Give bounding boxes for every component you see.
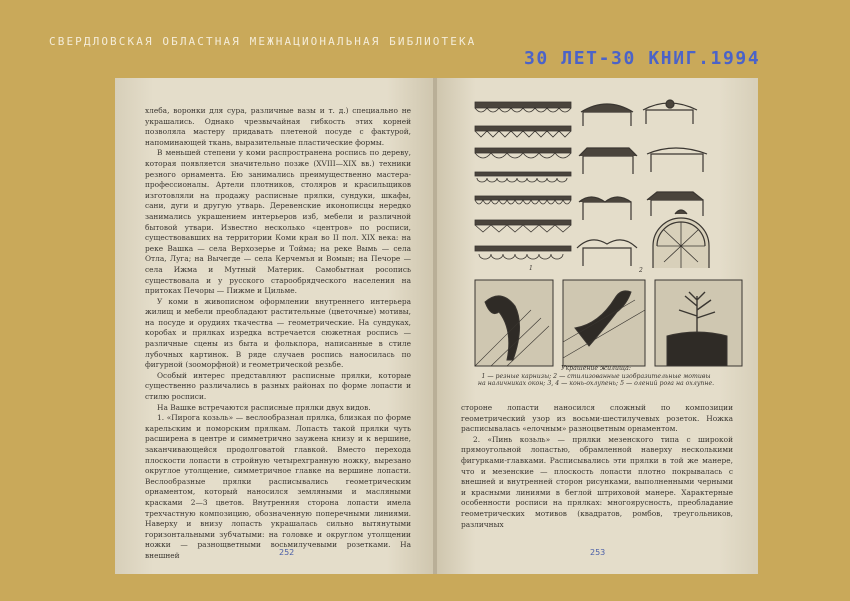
casing-motif — [579, 192, 703, 220]
right-paragraph: 2. «Пинь козьль» — прялки мезенского типа с широкой прямоугольной лопастью, обрамленной наверху несколькими фигурками-главками. Расписывались эти прялки в той же манере, что и мезенские — плоскость лопасти плотно покрывалась с внешней и внутренней сторон рисунками, выполненными черными и красными линиями в беглой штриховой манере. Характерные особенности росписи на прялках: многоярусность, преобладание геометрических мотивов (квадратов, ромбов, треугольников, различных — [461, 434, 733, 529]
cornice-strip — [475, 172, 571, 182]
library-name: СВЕРДЛОВСКАЯ ОБЛАСТНАЯ МЕЖНАЦИОНАЛЬНАЯ БИБЛИОТЕКА — [49, 35, 477, 48]
casing-motif — [577, 210, 709, 268]
casing-motif — [579, 148, 707, 174]
cornice-strip — [475, 102, 571, 112]
cornice-strip — [475, 148, 571, 158]
left-page-text — [145, 106, 411, 562]
book-spread — [115, 78, 758, 574]
figure-label: 2 — [639, 267, 643, 274]
figure-label: 1 — [529, 265, 533, 272]
carved-cornice-strips — [475, 102, 571, 259]
right-page-text — [461, 403, 733, 530]
figure-caption-line: на наличниках окон; 3, 4 — конь-охлупень; 5 — олений рога на охлупне. — [477, 380, 715, 388]
window-casing-motifs — [577, 100, 709, 268]
left-paragraph: хлеба, воронки для сура, различные вазы и т. д.) специально не украшались. Однако чрезвычайная гибкость этих корней позволяла мастеру придавать плетеной посуде с фактурой, напоминающей ткань, выразительные пластические формы. — [145, 106, 411, 147]
left-paragraph: У коми в живописном оформлении внутреннего интерьера жилищ и мебели преобладают растительные (цветочные) мотивы, на посуде и орудиях ткачества — геометрические. На сундуках, коробах и прялках изредка встречается сюжетная роспись — различные сцены из быта и фольклора, написанные в стиле лубочных картинок. В ряде случаев роспись наносилась по фигурной (зооморфной) и геометрической резьбе. — [145, 296, 411, 370]
cornice-strip — [475, 220, 571, 232]
right-paragraph: стороне лопасти наносился сложный по композиции геометрический узор из восьми-шестилучевых розеток. Ножка расписывалась «елочным» разноцветным орнаментом. — [461, 403, 733, 434]
cornice-strip — [475, 126, 571, 137]
left-paragraph: 1. «Пирога козьль» — веслообразная прялка, близкая по форме карельским и поморским прялкам. Лопасть такой прялки чуть расширена в центре и симметрично заужена книзу и к вершине, заканчивающейся продолговатой главкой. Вместо перехода плоскости лопасти в стройную четырехгранную ножку, вырезано округлое утолщение, симметричное главке на вершине лопасти. Веслообразные прялки расписывались геометрическим орнаментом, который наносился земляными и масляными красками 2—3 цветов. Внутренняя сторона лопасти имела трехчастную композицию, обозначенную поперечными линиями. Наверху и внизу лопасть украшалась сильно вытянутыми горизонтальными зубчатыми: на головке и округлом утолщении ножки — разнощветными восьмилучевыми розетками. На внешней — [145, 413, 411, 560]
left-paragraph: В меньшей степени у коми распространена роспись по дереву, которая появляется значительно позже (XVIII—XIX вв.) техники резного орнамента. Ею занимались преимущественно мастера-профессионалы. Артели плотников, столяров и красильщиков изготовляли на продажу расписные прялки, сундуки, шкафы, сани, дуги и другую утварь. Деревенские иконописцы нередко занимались украшением интерьеров изб, мебели и различной бытовой утвари. Известно несколько «центров» по росписи, существовавших на территории Коми края во II пол. XIX века: на реке Вашка — села Верхозерье и Тойма; на реке Вымь — села Отла, Луга; на Вычегде — села Керчемъя и Вомын; на Печоре — села Ижма и Мутный Материк. Самобытная росопись существовала и у русского старообрядческого населения на притоках Печоры — Пижме и Цильме. — [145, 148, 411, 296]
page-number-left: 252 — [279, 548, 295, 557]
series-title: 30 ЛЕТ-30 КНИГ.1994 — [524, 48, 761, 69]
cornice-strip — [475, 246, 571, 259]
page-number-right: 253 — [590, 548, 606, 557]
figure-caption-title: Украшение жилища: — [561, 365, 631, 372]
left-page — [115, 78, 435, 574]
figure-caption-line: 1 — резные карнизы; 2 — стилизованные изобразительные мотивы — [481, 372, 711, 380]
casing-motif — [581, 100, 697, 126]
left-paragraph: Особый интерес представляют расписные прялки, которые существенно различались в разных районах по форме лопасти и стилю росписи. — [145, 370, 411, 402]
figure-caption — [473, 365, 719, 388]
ridge-horse-panels — [475, 280, 742, 366]
dwelling-ornament-figure — [471, 96, 746, 371]
cornice-strip — [475, 196, 571, 204]
left-paragraph: На Вашке встречаются расписные прялки двух видов. — [157, 402, 371, 412]
right-page — [437, 78, 758, 574]
